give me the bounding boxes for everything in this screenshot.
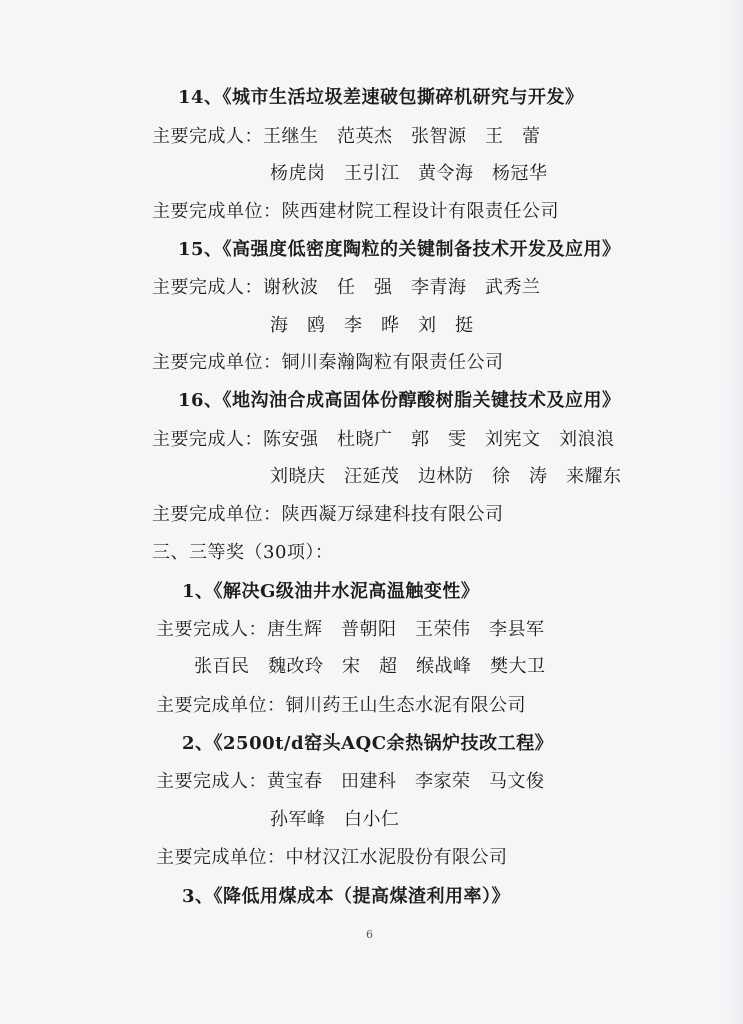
project-14-people: 主要完成人：王继生 范英杰 张智源 王 蕾 [152,126,541,147]
project-14-unit: 主要完成单位：陕西建材院工程设计有限责任公司 [152,201,559,222]
project-14-people-cont: 杨虎岗 王引江 黄令海 杨冠华 [270,163,548,184]
project-15-people-cont: 海 鸥 李 晔 刘 挺 [270,315,474,336]
third-1-unit: 主要完成单位：铜川药王山生态水泥有限公司 [156,695,526,716]
third-3-title: 3、《降低用煤成本（提高煤渣利用率）》 [182,886,511,907]
page-number: 6 [366,928,373,941]
scan-edge-shadow [725,0,743,1024]
project-16-unit: 主要完成单位：陕西凝万绿建科技有限公司 [152,504,504,525]
project-14-title: 14、《城市生活垃圾差速破包撕碎机研究与开发》 [178,87,584,108]
project-16-people-cont: 刘晓庆 汪延茂 边林防 徐 涛 来耀东 [270,466,622,487]
project-15-people: 主要完成人：谢秋波 任 强 李青海 武秀兰 [152,277,541,298]
third-prize-heading: 三、三等奖（30项）： [152,542,334,563]
third-2-title: 2、《2500t/d窑头AQC余热锅炉技改工程》 [182,733,554,754]
third-2-unit: 主要完成单位：中材汉江水泥股份有限公司 [156,847,508,868]
third-1-people-cont: 张百民 魏改玲 宋 超 缑战峰 樊大卫 [194,656,546,677]
third-2-people: 主要完成人：黄宝春 田建科 李家荣 马文俊 [156,771,545,792]
project-15-unit: 主要完成单位：铜川秦瀚陶粒有限责任公司 [152,352,504,373]
project-15-title: 15、《高强度低密度陶粒的关键制备技术开发及应用》 [178,239,621,260]
third-1-title: 1、《解决G级油井水泥高温触变性》 [182,581,480,602]
project-16-people: 主要完成人：陈安强 杜晓广 郭 雯 刘宪文 刘浪浪 [152,429,615,450]
third-2-people-cont: 孙军峰 白小仁 [270,809,400,830]
project-16-title: 16、《地沟油合成高固体份醇酸树脂关键技术及应用》 [178,390,621,411]
third-1-people: 主要完成人：唐生辉 普朝阳 王荣伟 李县军 [156,619,545,640]
